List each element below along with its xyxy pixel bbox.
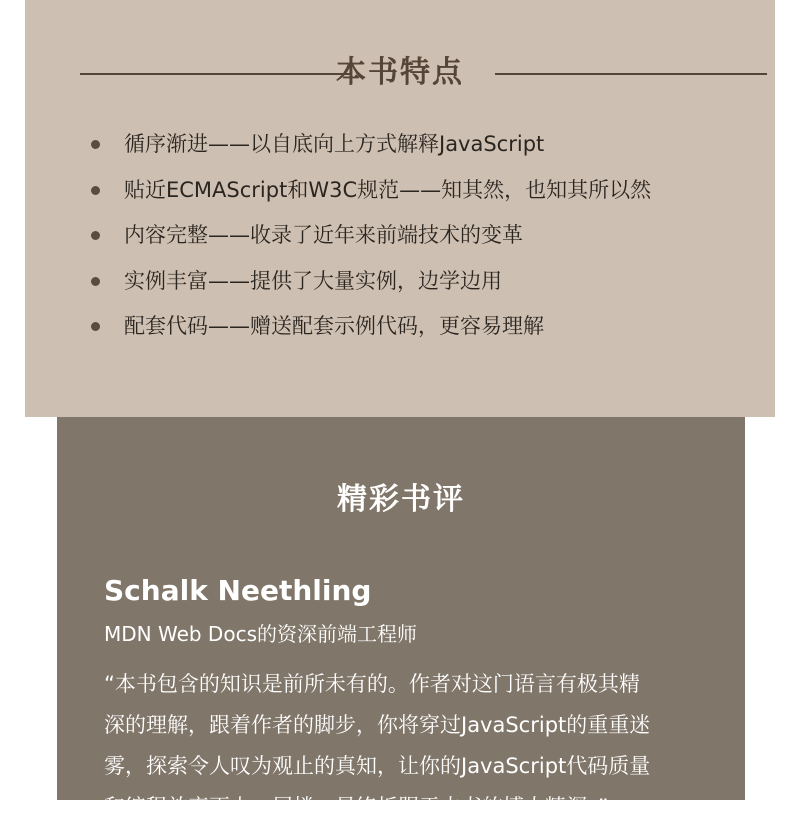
book-reviews-section: [57, 417, 745, 819]
reviewer-name: Schalk Neethling: [104, 574, 372, 607]
bullet-dot-icon: [91, 277, 100, 286]
feature-text: 实例丰富——提供了大量实例，边学边用: [124, 268, 502, 293]
feature-text: 内容完整——收录了近年来前端技术的变革: [124, 223, 523, 247]
bullet-dot-icon: [91, 140, 100, 149]
review-quote-line: 和编程效率更上一层楼，最终折服于本书的博大精深。”: [104, 795, 609, 819]
reviewer-role: MDN Web Docs的资深前端工程师: [104, 622, 417, 646]
feature-item: [25, 122, 775, 168]
feature-list: [25, 122, 775, 350]
review-quote-line: 雾，探索令人叹为观止的真知，让你的JavaScript代码质量: [104, 754, 651, 778]
feature-item: [25, 213, 775, 259]
feature-text: 贴近ECMAScript和W3C规范——知其然，也知其所以然: [124, 177, 652, 202]
features-header: [25, 48, 775, 98]
reviews-title: 精彩书评: [337, 482, 465, 517]
review-quote: [104, 664, 724, 828]
feature-item: [25, 304, 775, 350]
review-quote-line: “本书包含的知识是前所未有的。作者对这门语言有极其精: [104, 672, 640, 696]
bullet-dot-icon: [91, 322, 100, 331]
heading-divider-right: [495, 73, 767, 75]
bullet-dot-icon: [91, 231, 100, 240]
feature-text: 循序渐进——以自底向上方式解释JavaScript: [124, 132, 545, 156]
feature-text: 配套代码——赠送配套示例代码，更容易理解: [124, 314, 544, 338]
features-title: 本书特点: [336, 55, 464, 90]
feature-item: [25, 259, 775, 305]
review-quote-line: 深的理解，跟着作者的脚步，你将穿过JavaScript的重重迷: [104, 713, 651, 737]
book-features-section: [25, 0, 775, 417]
feature-item: [25, 168, 775, 214]
bullet-dot-icon: [91, 186, 100, 195]
